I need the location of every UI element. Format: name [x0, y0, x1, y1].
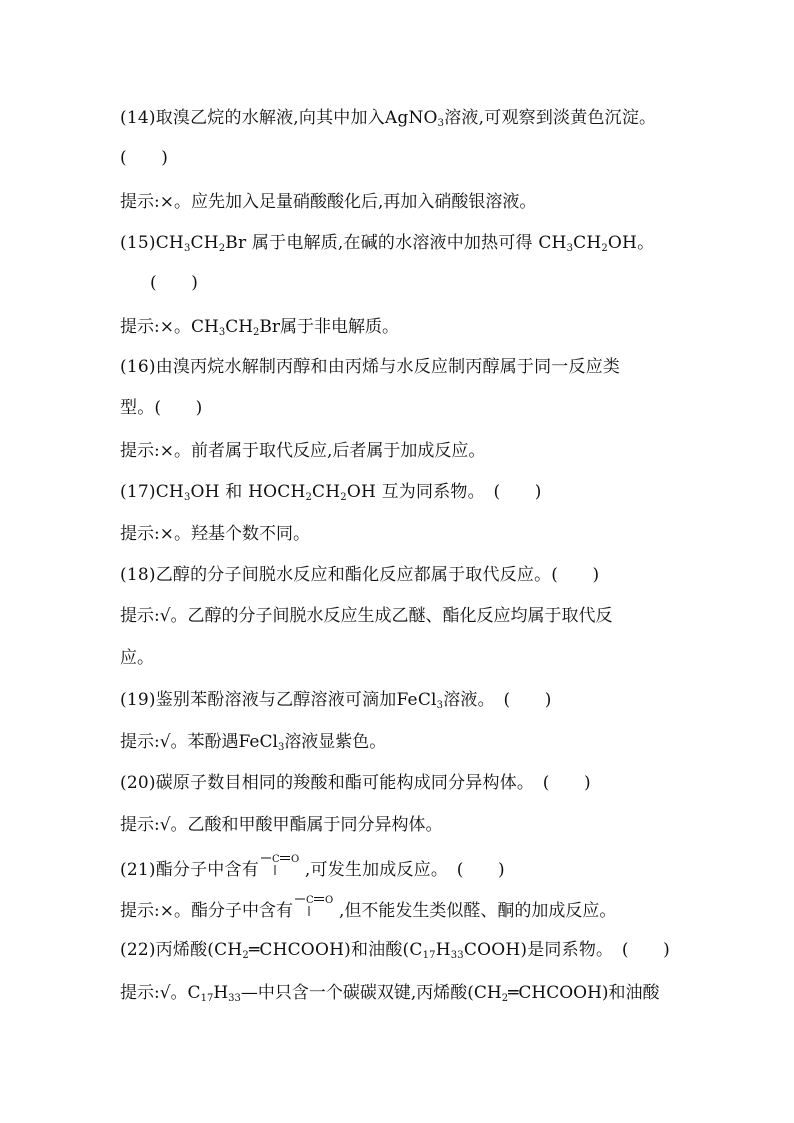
hint-20: 提示:√。乙酸和甲酸甲酯属于同分异构体。 — [120, 815, 443, 835]
hint-18-line-2: 应。 — [120, 648, 154, 668]
question-19: (19)鉴别苯酚溶液与乙醇溶液可滴加FeCl$_3$溶液。 ( ) — [120, 690, 552, 711]
carbonyl-carbon-label: C — [305, 895, 314, 906]
question-22: (22)丙烯酸$(CH_2═CHCOOH)$和油酸$(C_{17}H_{33}COOH)$是同系物。 ( ) — [120, 940, 670, 961]
hint-15: 提示:×。$CH_3CH_2Br$属于非电解质。 — [120, 317, 400, 338]
question-18: (18)乙醇的分子间脱水反应和酯化反应都属于取代反应。( ) — [120, 565, 600, 585]
carbonyl-carbon-label: C — [271, 854, 280, 865]
carbonyl-group-structure — [293, 895, 339, 923]
question-14-line-1: (14)取溴乙烷的水解液,向其中加入AgNO$_3$溶液,可观察到淡黄色沉淀。 — [120, 108, 657, 129]
carbonyl-group-structure — [259, 854, 305, 882]
hint-18-line-1: 提示:√。乙醇的分子间脱水反应生成乙醚、酯化反应均属于取代反 — [120, 606, 613, 626]
question-15-line-1: $(15)CH_3CH_2Br$ 属于电解质,在碱的水溶液中加热可得 $CH_3CH_2OH$。 — [120, 233, 655, 254]
hint-17: 提示:×。羟基个数不同。 — [120, 524, 310, 544]
question-16-line-1: (16)由溴丙烷水解制丙醇和由丙烯与水反应制丙醇属于同一反应类 — [120, 357, 621, 377]
question-17: $(17)CH_3OH$ 和 $HOCH_2CH_2OH$ 互为同系物。 ( ) — [120, 482, 542, 503]
question-14-answer-blank: ( ) — [120, 148, 169, 168]
question-15-answer-blank: ( ) — [150, 273, 199, 293]
question-20: (20)碳原子数目相同的羧酸和酯可能构成同分异构体。 ( ) — [120, 773, 591, 793]
hint-21: 提示:×。酯分子中含有 C O ,但不能发生类似醛、酮的加成反应。 — [120, 895, 617, 921]
hint-16: 提示:×。前者属于取代反应,后者属于加成反应。 — [120, 441, 486, 461]
carbonyl-oxygen-label: O — [324, 895, 334, 906]
hint-22: 提示:√。$C_{17}H_{33}—$中只含一个碳碳双键,丙烯酸$(CH_2═CHCOOH)$和油酸 — [120, 983, 660, 1004]
hint-19: 提示:√。苯酚遇FeCl$_3$溶液显紫色。 — [120, 732, 387, 753]
carbonyl-oxygen-label: O — [290, 854, 300, 865]
question-21: (21)酯分子中含有 C O ,可发生加成反应。 ( ) — [120, 854, 505, 880]
hint-14: 提示:×。应先加入足量硝酸酸化后,再加入硝酸银溶液。 — [120, 192, 537, 212]
question-16-line-2: 型。( ) — [120, 398, 203, 418]
